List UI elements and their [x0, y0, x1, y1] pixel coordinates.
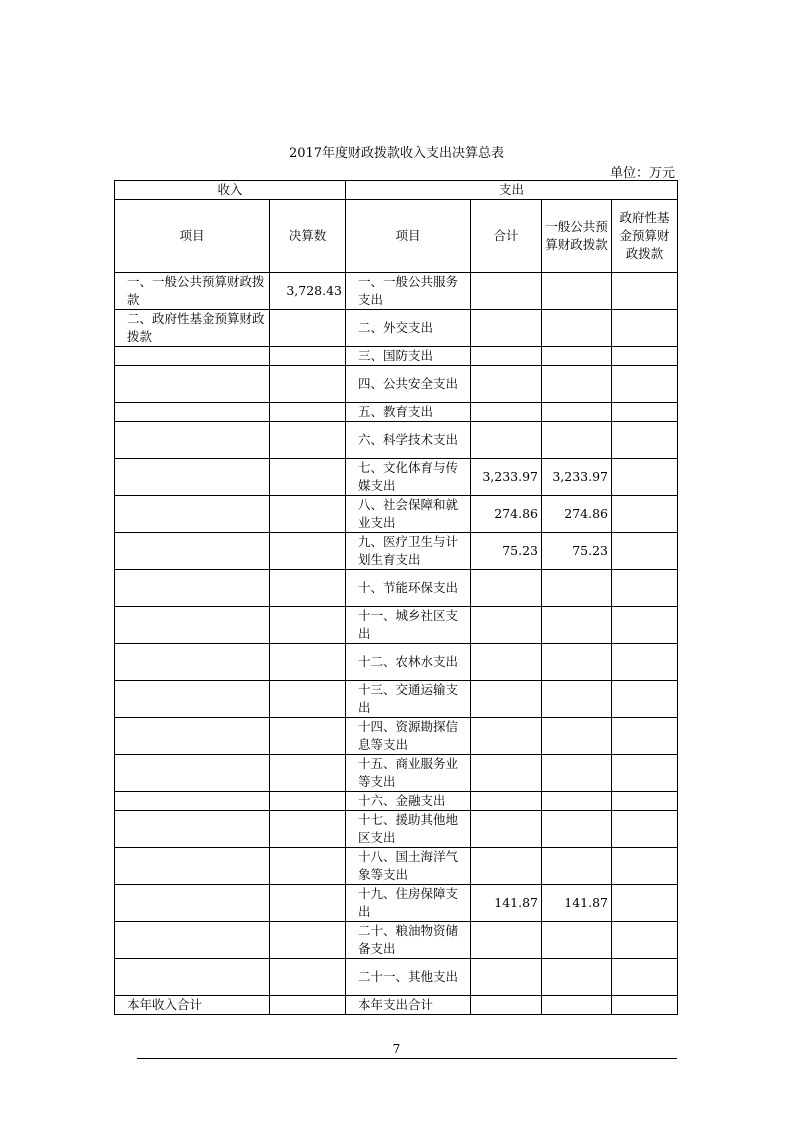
general-budget-cell: 3,233.97 — [542, 459, 612, 496]
general-budget-cell — [542, 922, 612, 959]
general-budget-cell — [542, 644, 612, 681]
general-budget-cell — [542, 570, 612, 607]
total-cell — [471, 922, 542, 959]
total-header: 合计 — [471, 200, 542, 273]
expense-item-cell: 九、医疗卫生与计划生育支出 — [346, 533, 471, 570]
general-budget-cell — [542, 273, 612, 310]
income-item-cell — [115, 496, 270, 533]
general-budget-cell: 75.23 — [542, 533, 612, 570]
table-row — [115, 422, 678, 459]
table-row — [115, 533, 678, 570]
total-cell — [471, 310, 542, 347]
gov-fund-cell — [612, 310, 678, 347]
expense-item-cell: 十五、商业服务业等支出 — [346, 755, 471, 792]
income-item-cell — [115, 848, 270, 885]
expense-item-cell: 一、一般公共服务支出 — [346, 273, 471, 310]
income-value-cell: 3,728.43 — [270, 273, 346, 310]
table-row — [115, 959, 678, 996]
expense-item-cell: 四、公共安全支出 — [346, 366, 471, 403]
expense-header: 支出 — [346, 181, 678, 200]
gov-fund-cell — [612, 347, 678, 366]
general-budget-cell: 274.86 — [542, 496, 612, 533]
expense-item-cell: 二、外交支出 — [346, 310, 471, 347]
income-item-cell — [115, 718, 270, 755]
expense-item-cell: 八、社会保障和就业支出 — [346, 496, 471, 533]
income-item-cell — [115, 885, 270, 922]
income-value-cell — [270, 811, 346, 848]
income-item-cell: 本年收入合计 — [115, 996, 270, 1015]
gov-fund-cell — [612, 422, 678, 459]
gov-fund-cell — [612, 496, 678, 533]
income-item-cell — [115, 959, 270, 996]
table-row — [115, 811, 678, 848]
table-row — [115, 792, 678, 811]
table-row — [115, 681, 678, 718]
income-item-cell: 二、政府性基金预算财政拨款 — [115, 310, 270, 347]
total-cell — [471, 848, 542, 885]
total-cell — [471, 273, 542, 310]
expense-item-cell: 十三、交通运输支出 — [346, 681, 471, 718]
income-value-cell — [270, 848, 346, 885]
table-row — [115, 366, 678, 403]
income-value-cell — [270, 885, 346, 922]
gov-fund-cell — [612, 366, 678, 403]
expense-item-cell: 本年支出合计 — [346, 996, 471, 1015]
total-cell — [471, 811, 542, 848]
total-cell — [471, 996, 542, 1015]
gov-fund-cell — [612, 607, 678, 644]
income-value-cell — [270, 459, 346, 496]
income-value-cell — [270, 959, 346, 996]
income-value-cell — [270, 366, 346, 403]
income-item-cell — [115, 422, 270, 459]
expense-item-cell: 十四、资源勘探信息等支出 — [346, 718, 471, 755]
income-value-cell — [270, 570, 346, 607]
total-cell — [471, 792, 542, 811]
gov-fund-cell — [612, 885, 678, 922]
budget-table — [114, 180, 678, 1015]
gov-fund-cell — [612, 811, 678, 848]
gov-fund-cell — [612, 959, 678, 996]
page-number: 7 — [392, 1042, 401, 1056]
expense-item-cell: 十九、住房保障支出 — [346, 885, 471, 922]
total-cell — [471, 718, 542, 755]
general-budget-cell — [542, 959, 612, 996]
general-budget-cell — [542, 347, 612, 366]
gov-fund-cell — [612, 996, 678, 1015]
table-row — [115, 459, 678, 496]
footer-rule — [137, 1058, 677, 1059]
income-item-cell — [115, 347, 270, 366]
general-budget-cell: 141.87 — [542, 885, 612, 922]
expense-item-cell: 七、文化体育与传媒支出 — [346, 459, 471, 496]
income-value-cell — [270, 792, 346, 811]
expense-item-cell: 十一、城乡社区支出 — [346, 607, 471, 644]
general-budget-cell — [542, 310, 612, 347]
general-budget-cell — [542, 403, 612, 422]
general-budget-cell — [542, 755, 612, 792]
gov-fund-cell — [612, 681, 678, 718]
income-item-cell — [115, 366, 270, 403]
income-item-cell: 一、一般公共预算财政拨款 — [115, 273, 270, 310]
total-cell — [471, 681, 542, 718]
expense-item-cell: 六、科学技术支出 — [346, 422, 471, 459]
table-row — [115, 310, 678, 347]
general-budget-cell — [542, 996, 612, 1015]
income-value-cell — [270, 422, 346, 459]
total-cell — [471, 422, 542, 459]
table-row — [115, 885, 678, 922]
income-item-cell — [115, 459, 270, 496]
settlement-header: 决算数 — [270, 200, 346, 273]
general-budget-cell — [542, 366, 612, 403]
gov-fund-cell — [612, 718, 678, 755]
table-row — [115, 607, 678, 644]
income-item-cell — [115, 755, 270, 792]
income-value-cell — [270, 403, 346, 422]
general-budget-cell — [542, 718, 612, 755]
income-value-cell — [270, 718, 346, 755]
table-row — [115, 755, 678, 792]
gov-fund-cell — [612, 533, 678, 570]
general-budget-cell — [542, 681, 612, 718]
expense-item-cell: 十、节能环保支出 — [346, 570, 471, 607]
income-item-cell — [115, 681, 270, 718]
income-value-cell — [270, 533, 346, 570]
total-cell — [471, 644, 542, 681]
gov-fund-cell — [612, 644, 678, 681]
total-cell: 75.23 — [471, 533, 542, 570]
table-row — [115, 922, 678, 959]
general-budget-cell — [542, 422, 612, 459]
gov-fund-cell — [612, 273, 678, 310]
income-value-cell — [270, 310, 346, 347]
general-budget-cell — [542, 848, 612, 885]
general-budget-cell — [542, 792, 612, 811]
income-value-cell — [270, 496, 346, 533]
income-item-cell — [115, 792, 270, 811]
expense-item-cell: 十七、援助其他地区支出 — [346, 811, 471, 848]
total-cell — [471, 347, 542, 366]
income-item-cell — [115, 403, 270, 422]
gov-fund-cell — [612, 922, 678, 959]
gov-fund-cell — [612, 792, 678, 811]
gov-fund-cell — [612, 755, 678, 792]
income-value-cell — [270, 755, 346, 792]
document-title: 2017年度财政拨款收入支出决算总表 — [288, 146, 505, 161]
expense-item-cell: 十二、农林水支出 — [346, 644, 471, 681]
table-row — [115, 718, 678, 755]
income-header: 收入 — [115, 181, 346, 200]
income-item-cell — [115, 533, 270, 570]
total-cell — [471, 366, 542, 403]
gov-fund-cell — [612, 459, 678, 496]
table-row — [115, 570, 678, 607]
total-cell: 274.86 — [471, 496, 542, 533]
total-cell — [471, 607, 542, 644]
table-row — [115, 347, 678, 366]
income-item-cell — [115, 644, 270, 681]
table-row — [115, 996, 678, 1015]
total-cell — [471, 755, 542, 792]
total-cell: 3,233.97 — [471, 459, 542, 496]
income-value-cell — [270, 996, 346, 1015]
expense-item-cell: 十八、国土海洋气象等支出 — [346, 848, 471, 885]
income-value-cell — [270, 644, 346, 681]
table-row — [115, 848, 678, 885]
expense-item-cell: 五、教育支出 — [346, 403, 471, 422]
expense-item-cell: 二十一、其他支出 — [346, 959, 471, 996]
total-cell: 141.87 — [471, 885, 542, 922]
expense-item-cell: 二十、粮油物资储备支出 — [346, 922, 471, 959]
table-row — [115, 644, 678, 681]
total-cell — [471, 959, 542, 996]
total-cell — [471, 570, 542, 607]
income-item-cell — [115, 922, 270, 959]
general-budget-header: 一般公共预算财政拨款 — [542, 200, 612, 273]
income-value-cell — [270, 347, 346, 366]
expense-item-cell: 十六、金融支出 — [346, 792, 471, 811]
general-budget-cell — [542, 811, 612, 848]
table-row — [115, 496, 678, 533]
total-cell — [471, 403, 542, 422]
general-budget-cell — [542, 607, 612, 644]
income-item-cell — [115, 811, 270, 848]
income-item-cell — [115, 570, 270, 607]
gov-fund-cell — [612, 570, 678, 607]
income-value-cell — [270, 607, 346, 644]
gov-fund-header: 政府性基金预算财政拨款 — [612, 200, 678, 273]
income-value-cell — [270, 922, 346, 959]
gov-fund-cell — [612, 403, 678, 422]
income-item-cell — [115, 607, 270, 644]
income-item-header: 项目 — [115, 200, 270, 273]
unit-label: 单位：万元 — [609, 166, 675, 181]
table-row — [115, 273, 678, 310]
expense-item-cell: 三、国防支出 — [346, 347, 471, 366]
table-row — [115, 403, 678, 422]
gov-fund-cell — [612, 848, 678, 885]
income-value-cell — [270, 681, 346, 718]
expense-item-header: 项目 — [346, 200, 471, 273]
